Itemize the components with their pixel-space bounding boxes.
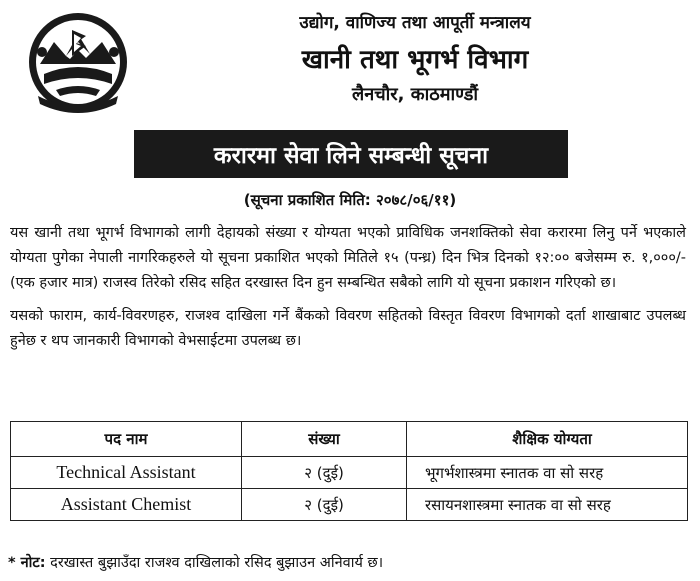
department-name: खानी तथा भूगर्भ विभाग	[301, 45, 529, 75]
column-header-count: संख्या	[242, 422, 407, 457]
ministry-name: उद्योग, वाणिज्य तथा आपूर्ती मन्त्रालय	[299, 13, 531, 33]
table-row	[11, 489, 688, 521]
post-count: २ (दुई)	[242, 489, 407, 521]
post-name: Technical Assistant	[11, 457, 242, 489]
qualification-table	[10, 421, 688, 521]
department-address: लैनचौर, काठमाण्डौं	[352, 84, 478, 105]
notice-title: करारमा सेवा लिने सम्बन्धी सूचना	[134, 130, 568, 178]
notice-paragraph-1: यस खानी तथा भूगर्भ विभागको लागी देहायको संख्या र योग्यता भएको प्राविधिक जनशक्तिको सेवा करारमा लिनु पर्ने भएकाले योग्यता पुगेका नेपाली नागरिकहरुले यो सूचना प्रकाशित भएको मितिले १५ (पन्ध्र) दिन भित्र दिनको १२:०० बजेसम्म रु. १,०००/- (एक हजार मात्र) राजस्व तिरेको रसिद सहित दरखास्त दिन हुन सम्बन्धित सबैको लागि यो सूचना प्रकाशन गरिएको छ।	[10, 225, 686, 291]
post-count: २ (दुई)	[242, 457, 407, 489]
notice-paragraph-2: यसको फाराम, कार्य-विवरणहरु, राजश्व दाखिला गर्ने बैंकको विवरण सहितको विस्तृत विवरण विभागको दर्ता शाखाबाट उपलब्ध हुनेछ र थप जानकारी विभागको वेभसाईटमा उपलब्ध छ।	[10, 308, 686, 349]
note	[8, 552, 383, 572]
post-qualification: रसायनशास्त्रमा स्नातक वा सो सरह	[407, 489, 688, 521]
column-header-post: पद नाम	[11, 422, 242, 457]
note-label: * नोट:	[8, 555, 46, 571]
column-header-qualification: शैक्षिक योग्यता	[407, 422, 688, 457]
post-name: Assistant Chemist	[11, 489, 242, 521]
nepal-emblem-icon	[26, 12, 130, 116]
table-row	[11, 457, 688, 489]
published-date: (सूचना प्रकाशित मिति: २०७८/०६/११)	[243, 191, 457, 209]
table-header-row	[11, 422, 688, 457]
post-qualification: भूगर्भशास्त्रमा स्नातक वा सो सरह	[407, 457, 688, 489]
note-text: दरखास्त बुझाउँदा राजश्व दाखिलाको रसिद बुझाउन अनिवार्य छ।	[50, 555, 384, 571]
